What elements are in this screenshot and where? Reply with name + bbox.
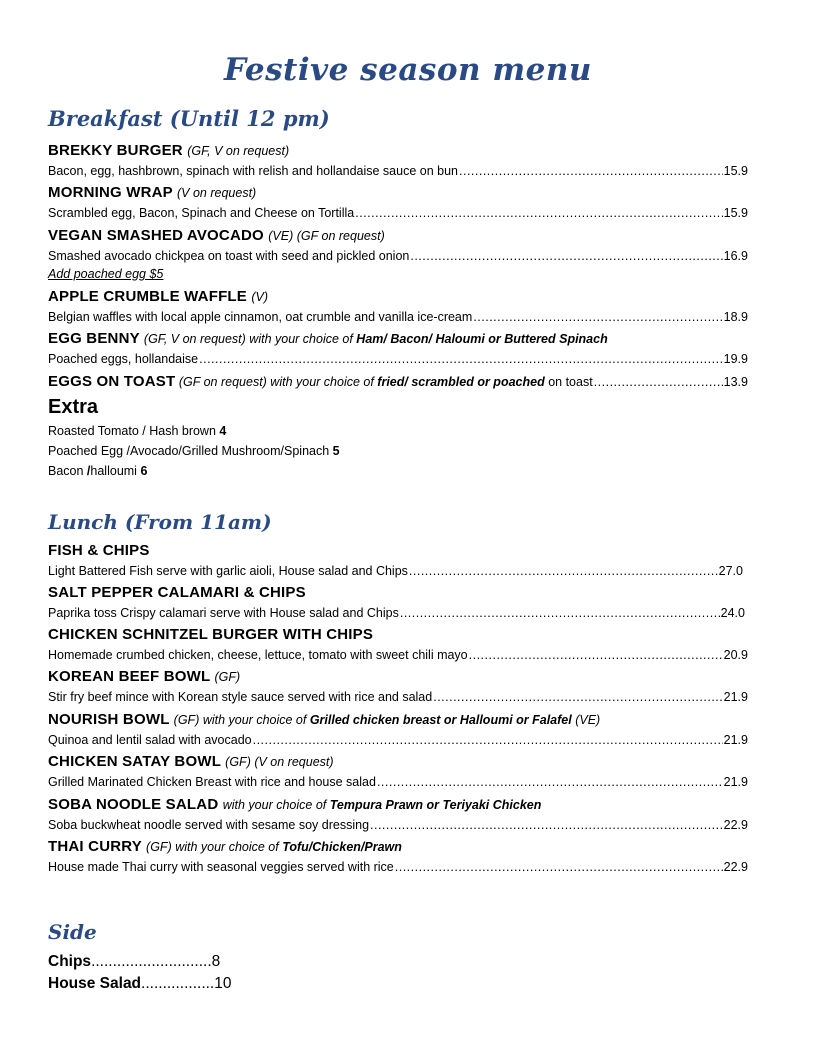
menu-item-desc: Quinoa and lentil salad with avocado ..... 21.9 — [48, 733, 748, 747]
menu-item-name: SOBA NOODLE SALAD with your choice of Tempura Prawn or Teriyaki Chicken — [48, 796, 542, 813]
menu-item-name: NOURISH BOWL (GF) with your choice of Grilled chicken breast or Halloumi or Falafel (VE) — [48, 711, 601, 728]
price: 15.9 — [723, 206, 748, 220]
price: 21.9 — [723, 690, 748, 704]
price: 18.9 — [723, 310, 748, 324]
menu-item-name: APPLE CRUMBLE WAFFLE (V) — [48, 288, 269, 305]
menu-item-desc: Scrambled egg, Bacon, Spinach and Cheese on Tortilla ..... 15.9 — [48, 206, 748, 220]
extra-line: Bacon /halloumi 6 — [48, 464, 148, 478]
price: 19.9 — [723, 352, 748, 366]
extra-line: Roasted Tomato / Hash brown 4 — [48, 424, 227, 438]
menu-item-desc: Smashed avocado chickpea on toast with seed and pickled onion ..... 16.9 — [48, 249, 748, 263]
menu-item-name: KOREAN BEEF BOWL (GF) — [48, 668, 241, 685]
side-item: House Salad ................. 10 — [48, 975, 232, 992]
price: 16.9 — [723, 249, 748, 263]
menu-title: Festive season menu — [224, 52, 592, 88]
menu-item-name: FISH & CHIPS — [48, 542, 150, 559]
menu-item-desc: House made Thai curry with seasonal veggies served with rice ..... 22.9 — [48, 860, 748, 874]
menu-item-desc: Grilled Marinated Chicken Breast with rice and house salad ..... 21.9 — [48, 775, 748, 789]
price: 10 — [214, 975, 232, 992]
menu-item-desc: Poached eggs, hollandaise ..... 19.9 — [48, 352, 748, 366]
price: 22.9 — [723, 818, 748, 832]
price: 21.9 — [723, 733, 748, 747]
price: 13.9 — [723, 375, 748, 389]
menu-item-name: VEGAN SMASHED AVOCADO (VE) (GF on request) — [48, 227, 385, 244]
menu-item-desc: Belgian waffles with local apple cinnamon, oat crumble and vanilla ice-cream ..... 18.9 — [48, 310, 748, 324]
menu-item-name: CHICKEN SATAY BOWL (GF) (V on request) — [48, 753, 334, 770]
menu-item-name: EGG BENNY (GF, V on request) with your choice of Ham/ Bacon/ Haloumi or Buttered Spinach — [48, 330, 608, 347]
menu-item-name: THAI CURRY (GF) with your choice of Tofu/Chicken/Prawn — [48, 838, 402, 855]
menu-item-desc: Homemade crumbed chicken, cheese, lettuce, tomato with sweet chili mayo ..... 20.9 — [48, 648, 748, 662]
menu-item-name: CHICKEN SCHNITZEL BURGER WITH CHIPS — [48, 626, 374, 643]
price: 22.9 — [723, 860, 748, 874]
price: 21.9 — [723, 775, 748, 789]
price: 27.0 — [718, 564, 743, 578]
extra-line: Poached Egg /Avocado/Grilled Mushroom/Spinach 5 — [48, 444, 340, 458]
menu-item-desc: Stir fry beef mince with Korean style sauce served with rice and salad ..... 21.9 — [48, 690, 748, 704]
menu-item-name: EGGS ON TOAST (GF on request) with your choice of fried/ scrambled or poached on toast ..... 13.9 — [48, 373, 748, 390]
price: 24.0 — [720, 606, 745, 620]
menu-item-desc: Paprika toss Crispy calamari serve with House salad and Chips ..... 24.0 — [48, 606, 745, 620]
price: 15.9 — [723, 164, 748, 178]
add-on-note: Add poached egg $5 — [48, 267, 164, 281]
menu-item-name: BREKKY BURGER (GF, V on request) — [48, 142, 290, 159]
side-heading: Side — [48, 920, 97, 944]
menu-item-name: SALT PEPPER CALAMARI & CHIPS — [48, 584, 306, 601]
lunch-heading: Lunch (From 11am) — [48, 510, 272, 534]
price: 20.9 — [723, 648, 748, 662]
breakfast-heading: Breakfast (Until 12 pm) — [48, 106, 330, 131]
price: 8 — [211, 953, 221, 970]
menu-item-name: MORNING WRAP (V on request) — [48, 184, 257, 201]
extra-heading: Extra — [48, 396, 99, 418]
side-item: Chips ............................ 8 — [48, 953, 221, 970]
menu-item-desc: Bacon, egg, hashbrown, spinach with relish and hollandaise sauce on bun ..... 15.9 — [48, 164, 748, 178]
menu-item-desc: Soba buckwheat noodle served with sesame soy dressing ..... 22.9 — [48, 818, 748, 832]
menu-item-desc: Light Battered Fish serve with garlic aioli, House salad and Chips ..... 27.0 — [48, 564, 743, 578]
